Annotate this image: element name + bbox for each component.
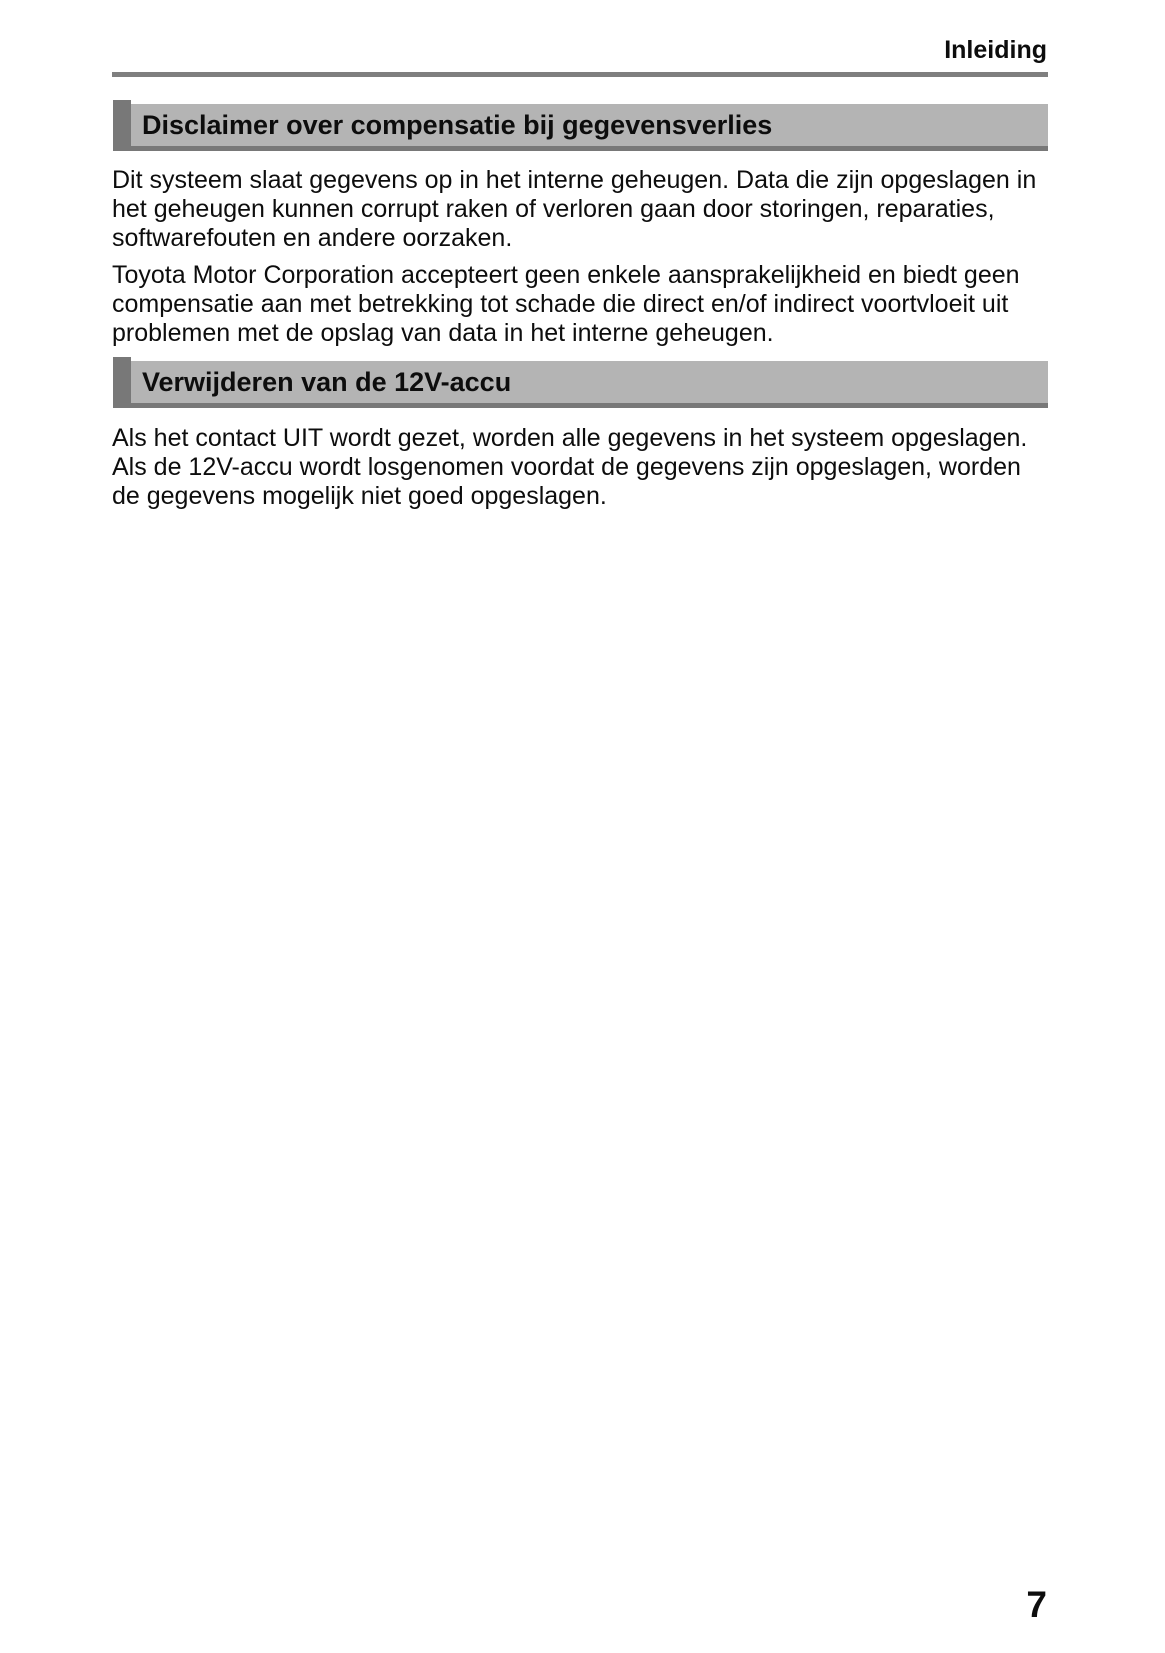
section-title: Verwijderen van de 12V-accu <box>142 367 512 397</box>
paragraph: Dit systeem slaat gegevens op in het interne geheugen. Data die zijn opgeslagen in het geheugen kunnen corrupt raken of verloren gaan door storingen, reparaties, softwarefouten en andere oorzaken. <box>112 166 1037 252</box>
running-head-chapter-title: Inleiding <box>944 36 1047 64</box>
section-body-disclaimer <box>112 166 1047 356</box>
section-header-disclaimer <box>131 104 1048 151</box>
section-accent-bar <box>113 100 131 151</box>
paragraph: Als het contact UIT wordt gezet, worden alle gegevens in het systeem opgeslagen. Als de 12V-accu wordt losgenomen voordat de gegevens zijn opgeslagen, worden de gegevens mogelijk niet goed opgeslagen. <box>112 424 1028 510</box>
section-title: Disclaimer over compensatie bij gegevensverlies <box>142 110 773 140</box>
header-rule-divider <box>112 72 1048 77</box>
paragraph: Toyota Motor Corporation accepteert geen enkele aansprakelijkheid en biedt geen compensatie aan met betrekking tot schade die direct en/of indirect voortvloeit uit problemen met de opslag van data in het interne geheugen. <box>112 261 1020 347</box>
section-body-12v-accu <box>112 424 1047 519</box>
section-accent-bar <box>113 357 131 408</box>
section-header-12v-accu <box>131 361 1048 408</box>
page-number: 7 <box>1026 1584 1047 1625</box>
